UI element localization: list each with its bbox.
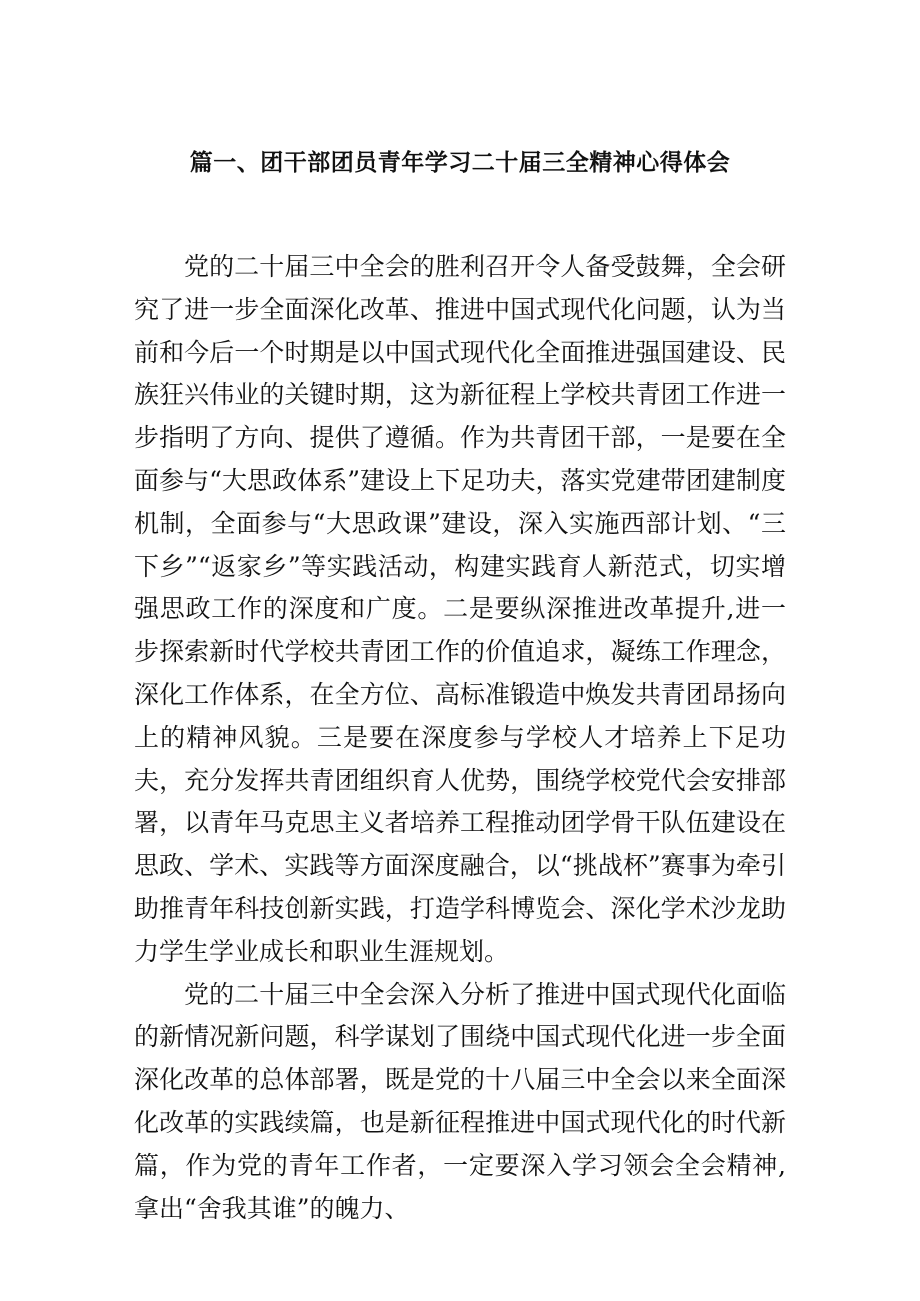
document-title: 篇一、团干部团员青年学习二十届三全精神心得体会	[189, 150, 731, 176]
paragraph-2: 党的二十届三中全会深入分析了推进中国式现代化面临的新情况新问题，科学谋划了围绕中国式现代化进一步全面深化改革的总体部署，既是党的十八届三中全会以来全面深化改革的实践续篇，也是新征程推进中国式现代化的时代新篇，作为党的青年工作者，一定要深入学习领会全会精神,拿出“舍我其谁”的魄力、	[134, 979, 786, 1223]
paragraph-1: 党的二十届三中全会的胜利召开令人备受鼓舞，全会研究了进一步全面深化改革、推进中国式现代化问题，认为当前和今后一个时期是以中国式现代化全面推进强国建设、民族狂兴伟业的关键时期，这为新征程上学校共青团工作进一步指明了方向、提供了遵循。作为共青团干部，一是要在全面参与“大思政体系”建设上下足功夫，落实党建带团建制度机制，全面参与“大思政课”建设，深入实施西部计划、“三下乡”“返家乡”等实践活动，构建实践育人新范式，切实增强思政工作的深度和广度。二是要纵深推进改革提升,进一步探索新时代学校共青团工作的价值追求，凝练工作理念，深化工作体系，在全方位、高标准锻造中焕发共青团昂扬向上的精神风貌。三是要在深度参与学校人才培养上下足功夫，充分发挥共青团组织育人优势，围绕学校党代会安排部署，以青年马克思主义者培养工程推动团学骨干队伍建设在思政、学术、实践等方面深度融合，以“挑战杯”赛事为牵引助推青年科技创新实践，打造学科博览会、深化学术沙龙助力学生学业成长和职业生涯规划。	[134, 252, 786, 966]
document-body	[134, 246, 786, 1230]
